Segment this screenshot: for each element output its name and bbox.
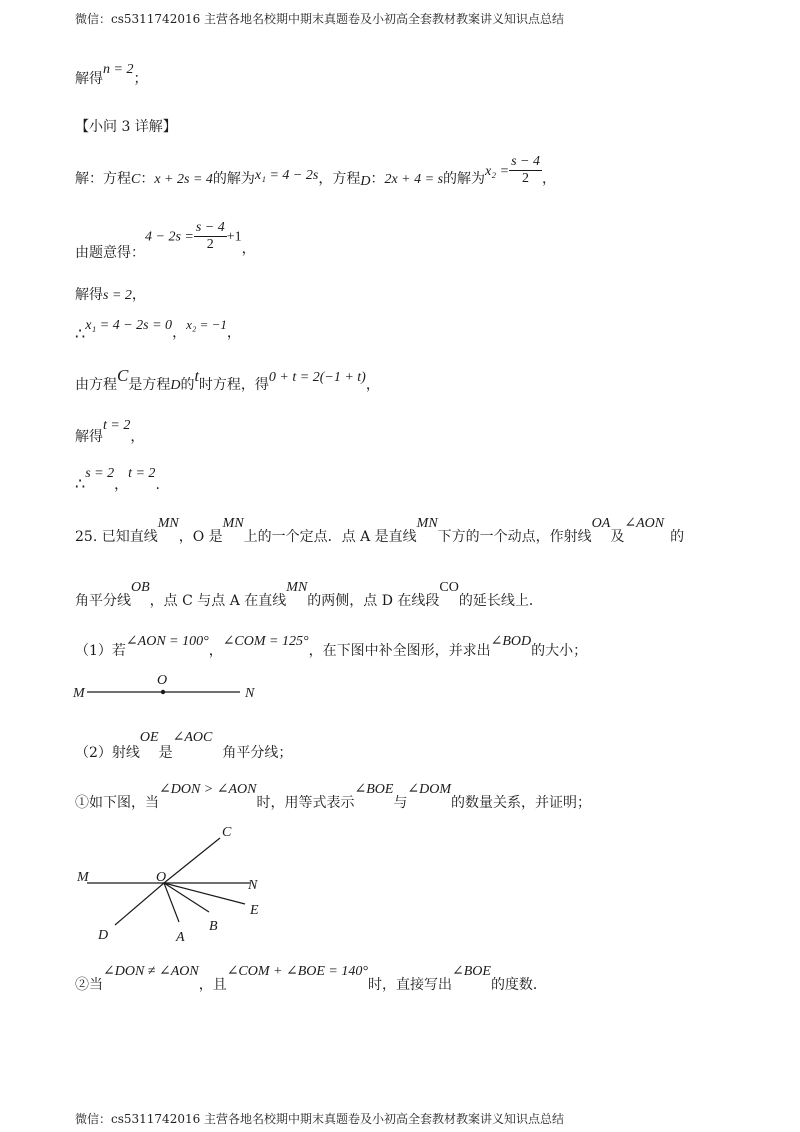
ray-oa [164, 883, 179, 922]
label-n: N [248, 878, 258, 893]
fraction: $\frac{s - 4}{2}$ [195, 220, 225, 252]
label-e: E [250, 903, 259, 918]
solution-line-8: 解得t = 2， [75, 418, 145, 445]
figure-rays [60, 820, 280, 950]
label-a: A [176, 930, 185, 945]
label-b: B [209, 919, 218, 934]
solution-line-7: 由方程C是方程D的t时方程，得0 + t = 2(−1 + t)， [75, 366, 380, 393]
page-header: 微信：cs5311742016 主营各地名校期中期末真题卷及小初高全套教材教案讲义知识点总结 [75, 12, 565, 26]
label-o: O [156, 870, 167, 885]
point-o [161, 690, 165, 694]
page-footer: 微信：cs5311742016 主营各地名校期中期末真题卷及小初高全套教材教案讲义知识点总结 [75, 1112, 565, 1126]
solution-line-5: 解得s = 2， [75, 287, 146, 303]
ray-oe [164, 883, 245, 904]
solution-line-4: 由题意得：4 − 2s = $\frac{s - 4}{2}$ +1， [75, 220, 256, 261]
sub-question-2-2: ②当∠DON ≠ ∠AON，且∠COM + ∠BOE = 140°时，直接写出∠BOE的度数． [75, 964, 547, 993]
section-heading: 【小问 3 详解】 [75, 119, 177, 135]
sub-question-2-1: ①如下图，当∠DON > ∠AON时，用等式表示∠BOE与∠DOM的数量关系，并证明； [75, 782, 592, 811]
label-d: D [98, 928, 109, 943]
question-25-line-1: 25. 已知直线MN，O 是MN上的一个定点．点 A 是直线MN下方的一个动点，作射线OA及∠AON的 [75, 516, 685, 545]
label-o: O [157, 673, 168, 688]
solution-line-9: ∴s = 2，t = 2. [75, 466, 160, 493]
question-25-line-2: 角平分线OB，点 C 与点 A 在直线MN的两侧，点 D 在线段CO的延长线上． [75, 580, 543, 609]
sub-question-1: （1）若∠AON = 100°，∠COM = 125°，在下图中补全图形，并求出∠BOD的大小； [75, 634, 588, 659]
fraction: $\frac{s - 4}{2}$ [511, 154, 540, 186]
ray-od [115, 883, 164, 925]
label-m: M [73, 686, 85, 701]
solution-line-6: ∴x₁ = 4 − 2s = 0，x₂ = −1， [75, 317, 241, 343]
solution-line-3: 解：方程C：x + 2s = 4的解为x₁ = 4 − 2s，方程D：2x + 4 = s的解为x₂ = $\frac{s - 4}{2}$ ， [75, 154, 556, 189]
solution-line-1: 解得n = 2； [75, 62, 148, 87]
ray-oc [164, 838, 220, 883]
label-n: N [245, 686, 255, 701]
ray-ob [164, 883, 209, 912]
figure-line-mn [60, 670, 280, 706]
sub-question-2: （2）射线OE是∠AOC角平分线； [75, 730, 293, 761]
label-c: C [222, 825, 232, 840]
label-m: M [77, 870, 89, 885]
